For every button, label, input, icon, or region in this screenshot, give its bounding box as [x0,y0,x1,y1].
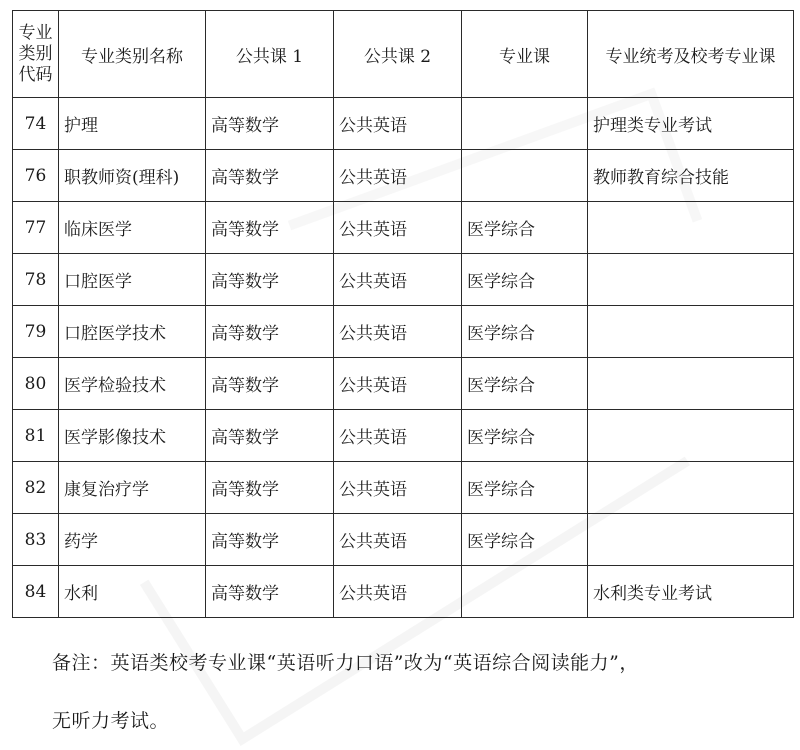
cell-category-name: 康复治疗学 [59,462,206,514]
cell-category-name: 口腔医学 [59,254,206,306]
cell-code: 82 [13,462,59,514]
cell-major-course: 医学综合 [462,254,588,306]
footnote-line-2: 无听力考试。 [52,710,170,732]
cell-exam-course [588,254,794,306]
cell-category-name: 医学影像技术 [59,410,206,462]
header-public-course-2: 公共课 2 [334,11,462,98]
table-row [13,150,794,202]
header-exam-course: 专业统考及校考专业课 [588,11,794,98]
cell-exam-course: 水利类专业考试 [588,566,794,618]
cell-code: 80 [13,358,59,410]
table-row [13,202,794,254]
table-row [13,566,794,618]
cell-major-course: 医学综合 [462,202,588,254]
cell-exam-course: 护理类专业考试 [588,98,794,150]
cell-code: 76 [13,150,59,202]
cell-public-course-1: 高等数学 [206,566,334,618]
table-row [13,254,794,306]
header-category-code [13,11,59,98]
table-row [13,306,794,358]
cell-public-course-2: 公共英语 [334,150,462,202]
cell-exam-course [588,358,794,410]
cell-public-course-2: 公共英语 [334,254,462,306]
cell-category-name: 职教师资(理科) [59,150,206,202]
cell-public-course-2: 公共英语 [334,358,462,410]
cell-major-course [462,566,588,618]
table-row [13,462,794,514]
footnote-line-1: 备注：英语类校考专业课“英语听力口语”改为“英语综合阅读能力”， [52,652,639,674]
cell-public-course-1: 高等数学 [206,254,334,306]
cell-public-course-2: 公共英语 [334,98,462,150]
cell-public-course-2: 公共英语 [334,462,462,514]
table-row [13,98,794,150]
cell-major-course: 医学综合 [462,410,588,462]
cell-code: 84 [13,566,59,618]
header-category-code-line2: 类别 [18,43,53,64]
cell-exam-course [588,514,794,566]
table-header-row [13,11,794,98]
header-category-name: 专业类别名称 [59,11,206,98]
header-public-course-1: 公共课 1 [206,11,334,98]
cell-code: 83 [13,514,59,566]
table-row [13,514,794,566]
cell-code: 78 [13,254,59,306]
table-row [13,358,794,410]
cell-major-course [462,98,588,150]
cell-public-course-2: 公共英语 [334,514,462,566]
cell-public-course-1: 高等数学 [206,514,334,566]
cell-public-course-1: 高等数学 [206,306,334,358]
cell-category-name: 药学 [59,514,206,566]
cell-category-name: 临床医学 [59,202,206,254]
header-category-code-line3: 代码 [18,64,53,85]
table-row [13,410,794,462]
cell-public-course-1: 高等数学 [206,358,334,410]
cell-category-name: 医学检验技术 [59,358,206,410]
cell-code: 74 [13,98,59,150]
cell-category-name: 水利 [59,566,206,618]
cell-public-course-2: 公共英语 [334,410,462,462]
cell-public-course-1: 高等数学 [206,150,334,202]
cell-exam-course [588,202,794,254]
cell-code: 79 [13,306,59,358]
cell-exam-course [588,306,794,358]
cell-public-course-2: 公共英语 [334,202,462,254]
cell-major-course: 医学综合 [462,514,588,566]
header-major-course: 专业课 [462,11,588,98]
cell-exam-course: 教师教育综合技能 [588,150,794,202]
cell-major-course: 医学综合 [462,462,588,514]
cell-code: 77 [13,202,59,254]
cell-major-course [462,150,588,202]
cell-major-course: 医学综合 [462,306,588,358]
table-body [13,98,794,618]
exam-subjects-table [12,10,794,618]
cell-public-course-2: 公共英语 [334,306,462,358]
footnote [52,634,792,750]
cell-exam-course [588,410,794,462]
cell-public-course-1: 高等数学 [206,202,334,254]
cell-public-course-1: 高等数学 [206,410,334,462]
cell-public-course-1: 高等数学 [206,462,334,514]
cell-code: 81 [13,410,59,462]
cell-public-course-1: 高等数学 [206,98,334,150]
cell-exam-course [588,462,794,514]
cell-category-name: 口腔医学技术 [59,306,206,358]
cell-category-name: 护理 [59,98,206,150]
header-category-code-line1: 专业 [18,22,53,43]
cell-major-course: 医学综合 [462,358,588,410]
cell-public-course-2: 公共英语 [334,566,462,618]
